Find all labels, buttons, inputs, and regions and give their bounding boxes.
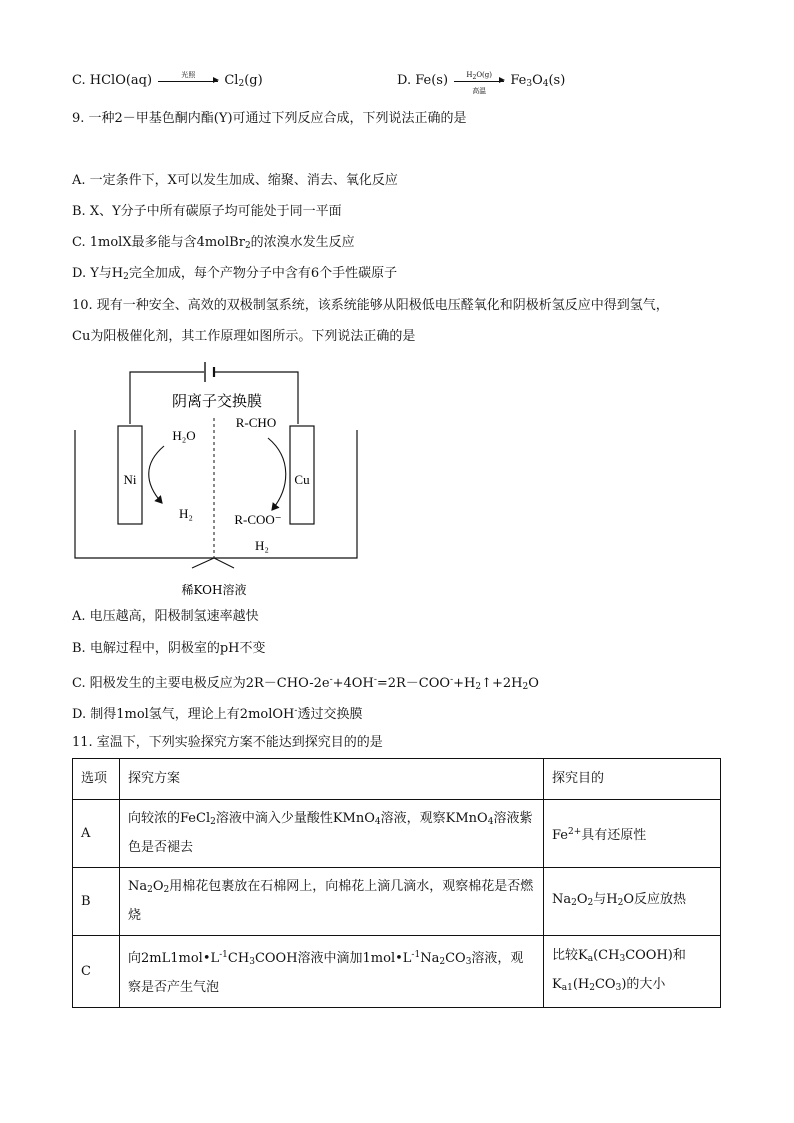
experiment-table <box>72 758 721 1008</box>
cu-label: Cu <box>294 472 310 487</box>
reaction-arrow <box>454 70 504 95</box>
outlet-left <box>192 558 214 568</box>
electrolysis-diagram <box>72 358 362 603</box>
q10-option-d: D. 制得1mol氢气，理论上有2molOH-透过交换膜 <box>72 706 363 722</box>
carboxylate-label: R-COO⁻ <box>234 512 282 527</box>
row-goal: $Na_2O_2$与$H_2O$反应放热 <box>544 868 721 936</box>
q10-stem-line1: 10. 现有一种安全、高效的双极制氢系统，该系统能够从阳极低电压醛氧化和阴极析氢反应中得到氢气， <box>72 298 669 313</box>
header-goal: 探究目的 <box>544 759 721 800</box>
cathode-arrow <box>149 446 164 503</box>
q9-option-d: D. Y与$H_2$完全加成，每个产物分子中含有6个手性碳原子 <box>72 266 398 282</box>
table-row <box>73 936 721 1008</box>
cathode-h2-label: H₂ <box>179 506 193 521</box>
ni-label: Ni <box>123 472 137 487</box>
q8-option-d <box>397 72 565 93</box>
arrow-condition-top: 光照 <box>181 70 196 79</box>
water-label: H₂O <box>172 428 196 443</box>
q10-option-b: B. 电解过程中，阴极室的pH不变 <box>72 641 266 656</box>
q9-option-b: B. X、Y分子中所有碳原子均可能处于同一平面 <box>72 204 342 219</box>
q10-stem-line2: Cu为阳极催化剂，其工作原理如图所示。下列说法正确的是 <box>72 329 416 344</box>
anode-h2-label: H₂ <box>255 538 269 553</box>
row-goal: 比较$K_a(CH_3COOH)$和$K_{a1}(H_2CO_3)$的大小 <box>544 936 721 1008</box>
table-row <box>73 800 721 868</box>
aldehyde-label: R-CHO <box>235 415 277 430</box>
row-plan: $Na_2O_2$用棉花包裹放在石棉网上，向棉花上滴几滴水，观察棉花是否燃烧 <box>120 868 544 936</box>
header-option: 选项 <box>73 759 120 800</box>
arrow-condition-top: $H_2O(g)$ <box>466 70 492 81</box>
q9-option-a: A. 一定条件下，X可以发生加成、缩聚、消去、氧化反应 <box>72 173 398 188</box>
q9-stem: 9. 一种2－甲基色酮内酯(Y)可通过下列反应合成，下列说法正确的是 <box>72 111 467 126</box>
q9-option-c: C. 1molX最多能与含4molBr$_2$的浓溴水发生反应 <box>72 235 355 251</box>
header-plan: 探究方案 <box>120 759 544 800</box>
q11-stem: 11. 室温下，下列实验探究方案不能达到探究目的的是 <box>72 735 383 750</box>
q8-option-c-reactant: C. HClO(aq) <box>72 73 153 88</box>
row-id: C <box>73 936 120 1008</box>
outlet-right <box>214 558 234 568</box>
q8-option-d-reactant: D. Fe(s) <box>397 73 449 88</box>
q8-option-d-product: $Fe_3O_4(s)$ <box>510 73 566 89</box>
row-plan: 向$2mL1mol•L^{-1}CH_3COOH$溶液中滴加$1mol•L^{-1}Na_2CO_3$溶液，观察是否产生气泡 <box>120 936 544 1008</box>
q8-option-c-product: $Cl_2(g)$ <box>224 73 263 89</box>
anode-arrow <box>268 438 286 510</box>
electrolytic-tank <box>75 430 357 558</box>
q10-option-a: A. 电压越高，阳极制氢速率越快 <box>72 609 259 624</box>
q10-option-c: C. 阳极发生的主要电极反应为$2R-CHO-2e^-+4OH^-=2R-COO^-+H_2↑+2H_2O$ <box>72 675 539 692</box>
arrow-condition-bottom: 高温 <box>472 86 487 95</box>
row-id: A <box>73 800 120 868</box>
membrane-label: 阴离子交换膜 <box>171 392 263 410</box>
table-row <box>73 868 721 936</box>
row-goal: $Fe^{2+}$具有还原性 <box>544 800 721 868</box>
table-header-row <box>73 759 721 800</box>
solution-label: 稀KOH溶液 <box>181 583 247 597</box>
reaction-arrow <box>158 70 218 82</box>
q8-option-c <box>72 72 263 93</box>
row-id: B <box>73 868 120 936</box>
row-plan: 向较浓的FeCl$_2$溶液中滴入少量酸性KMnO$_4$溶液，观察KMnO$_4$溶液紫色是否褪去 <box>120 800 544 868</box>
